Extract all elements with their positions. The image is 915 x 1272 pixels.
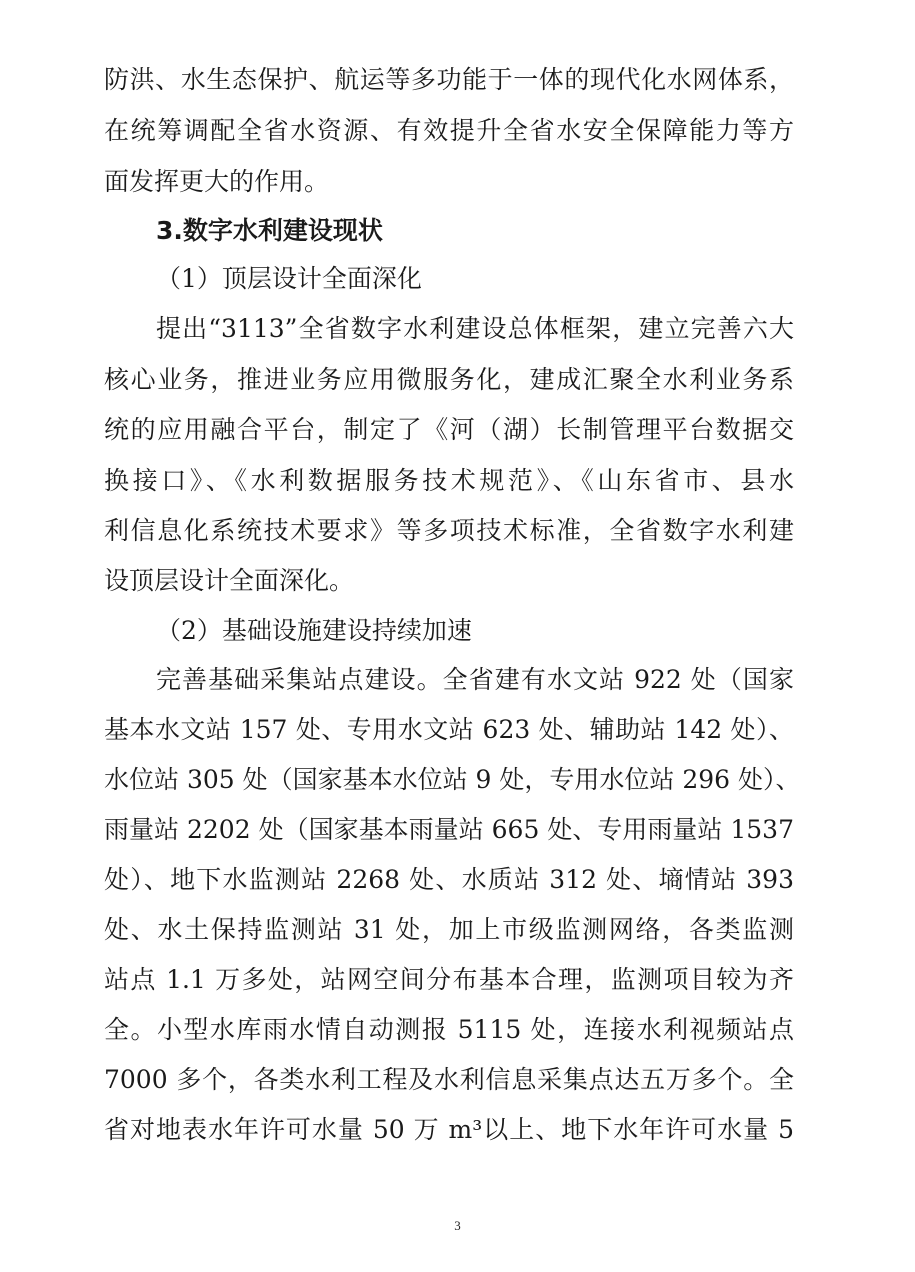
paragraph-line: 统的应用融合平台，制定了《河（湖）长制管理平台数据交 <box>104 415 794 444</box>
paragraph-line: 7000 多个，各类水利工程及水利信息采集点达五万多个。全 <box>104 1065 794 1094</box>
paragraph-line: 处、水土保持监测站 31 处，加上市级监测网络，各类监测 <box>104 915 794 944</box>
paragraph-line: 站点 1.1 万多处，站网空间分布基本合理，监测项目较为齐 <box>104 965 794 994</box>
paragraph-line: 水位站 305 处（国家基本水位站 9 处，专用水位站 296 处）、 <box>104 765 801 794</box>
paragraph-line: 设顶层设计全面深化。 <box>104 566 355 595</box>
paragraph-line: 完善基础采集站点建设。全省建有水文站 922 处（国家 <box>156 665 794 694</box>
subsection-heading: （1）顶层设计全面深化 <box>156 264 422 293</box>
paragraph-line: 防洪、水生态保护、航运等多功能于一体的现代化水网体系， <box>104 65 794 94</box>
paragraph-line: 省对地表水年许可水量 50 万 m³以上、地下水年许可水量 5 <box>104 1115 794 1144</box>
page-number: 3 <box>454 1218 461 1233</box>
paragraph-line: 利信息化系统技术要求》等多项技术标准，全省数字水利建 <box>104 516 794 545</box>
paragraph-line: 面发挥更大的作用。 <box>104 167 330 196</box>
section-heading: 3.数字水利建设现状 <box>156 216 383 245</box>
paragraph-line: 核心业务，推进业务应用微服务化，建成汇聚全水利业务系 <box>104 365 794 394</box>
paragraph-line: 处）、地下水监测站 2268 处、水质站 312 处、墒情站 393 <box>104 865 794 894</box>
paragraph-line: 在统筹调配全省水资源、有效提升全省水安全保障能力等方 <box>104 116 794 145</box>
paragraph-line: 换接口》、《水利数据服务技术规范》、《山东省市、县水 <box>104 466 794 495</box>
paragraph-line: 提出“3113”全省数字水利建设总体框架，建立完善六大 <box>156 314 794 343</box>
paragraph-line: 基本水文站 157 处、专用水文站 623 处、辅助站 142 处）、 <box>104 715 794 744</box>
paragraph-line: 雨量站 2202 处（国家基本雨量站 665 处、专用雨量站 1537 <box>104 815 794 844</box>
paragraph-line: 全。小型水库雨水情自动测报 5115 处，连接水利视频站点 <box>104 1015 794 1044</box>
subsection-heading: （2）基础设施建设持续加速 <box>156 616 472 645</box>
